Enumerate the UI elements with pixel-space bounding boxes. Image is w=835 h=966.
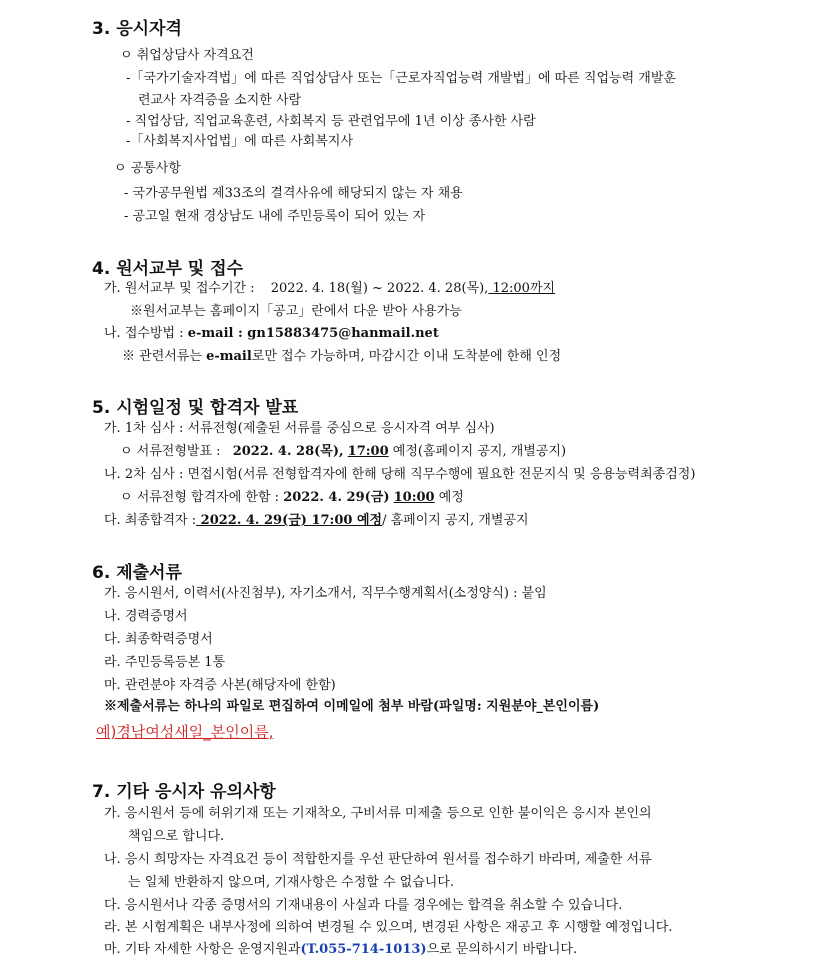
s4-method-note-a: ※ 관련서류는 — [122, 349, 202, 364]
s7-note-5-c: 으로 문의하시기 바랍니다. — [426, 942, 578, 957]
s3-common-1: - 국가공무원법 제33조의 결격사유에 해당되지 않는 자 채용 — [124, 186, 463, 201]
s5-second-review-sub — [120, 489, 464, 507]
s4-method — [104, 325, 439, 343]
s6-doc-2: 나. 경력증명서 — [104, 609, 188, 624]
s5-announce-date: 2022. 4. 28(목), — [232, 444, 344, 459]
section-7-title: 7. 기타 응시자 유의사항 — [92, 782, 276, 802]
s3-counselor-heading: ㅇ 취업상담사 자격요건 — [120, 48, 254, 63]
s5-second-review: 나. 2차 심사 : 면접시험(서류 전형합격자에 한해 당해 직무수행에 필요한 전문지식 및 응용능력최종검정) — [104, 467, 696, 482]
s4-period — [104, 280, 555, 298]
section-4-title: 4. 원서교부 및 접수 — [92, 259, 243, 279]
s4-method-email: e-mail : gn15883475@hanmail.net — [187, 326, 439, 341]
s4-period-label: 가. 원서교부 및 접수기간 : — [104, 281, 255, 296]
s5-announce-label: ㅇ 서류전형발표 : — [120, 444, 221, 459]
s7-note-2-cont: 는 일체 반환하지 않으며, 기재사항은 수정할 수 없습니다. — [128, 875, 455, 890]
s7-note-4: 라. 본 시험계획은 내부사정에 의하여 변경될 수 있으며, 변경된 사항은 재공고 후 시행할 예정입니다. — [104, 920, 673, 935]
s5-announce-time: 17:00 — [347, 444, 389, 459]
s3-item-2: - 직업상담, 직업교육훈련, 사회복지 등 관련업무에 1년 이상 종사한 사람 — [126, 114, 536, 129]
s7-note-5 — [104, 941, 577, 959]
s5-final-date: 2022. 4. 29(금) — [196, 513, 312, 528]
section-3-title: 3. 응시자격 — [92, 19, 182, 39]
s6-doc-5: 마. 관련분야 자격증 사본(해당자에 한함) — [104, 678, 336, 693]
s5-second-label: ㅇ 서류전형 합격자에 한함 : — [120, 490, 280, 505]
s6-doc-3: 다. 최종학력증명서 — [104, 632, 213, 647]
s4-method-note-b: e-mail — [206, 349, 252, 364]
s7-note-5-a: 마. 기타 자세한 사항은 운영지원과 — [104, 942, 301, 957]
s5-final-note: / 홈페이지 공지, 개별공지 — [382, 513, 529, 528]
s7-note-3: 다. 응시원서나 각종 증명서의 기재내용이 사실과 다를 경우에는 합격을 취소할 수 있습니다. — [104, 898, 623, 913]
s3-item-3: -「사회복지사업법」에 따른 사회복지사 — [126, 134, 354, 149]
s5-first-review: 가. 1차 심사 : 서류전형(제출된 서류를 중심으로 응시자격 여부 심사) — [104, 421, 495, 436]
s5-final-label: 다. 최종합격자 : — [104, 513, 197, 528]
s7-note-2: 나. 응시 희망자는 자격요건 등이 적합한지를 우선 판단하여 원서를 접수하기 바라며, 제출한 서류 — [104, 852, 652, 867]
s7-note-1: 가. 응시원서 등에 허위기재 또는 기재착오, 구비서류 미제출 등으로 인한 불이익은 응시자 본인의 — [104, 806, 652, 821]
s5-first-review-announce — [120, 443, 566, 461]
s6-doc-4: 라. 주민등록등본 1통 — [104, 655, 226, 670]
section-6-title: 6. 제출서류 — [92, 563, 182, 583]
s5-second-note: 예정 — [438, 490, 464, 505]
s3-item-1: -「국가기술자격법」에 따른 직업상담사 또는「근로자직업능력 개발법」에 따른 직업능력 개발훈 — [126, 71, 676, 86]
s3-common-2: - 공고일 현재 경상남도 내에 주민등록이 되어 있는 자 — [124, 209, 426, 224]
s4-period-time: 12:00까지 — [488, 281, 556, 296]
s6-example: 예)경남여성새일_본인이름, — [96, 723, 274, 741]
s6-note: ※제출서류는 하나의 파일로 편집하여 이메일에 첨부 바람(파일명: 지원분야_본인이름) — [104, 699, 600, 714]
s5-announce-note: 예정(홈페이지 공지, 개별공지) — [392, 444, 567, 459]
s3-common-heading: ㅇ 공통사항 — [114, 161, 181, 176]
s4-method-note-c: 로만 접수 가능하며, 마감시간 이내 도착분에 한해 인정 — [251, 349, 562, 364]
s5-final-time: 17:00 예정 — [311, 513, 383, 528]
s5-second-date: 2022. 4. 29(금) — [283, 490, 390, 505]
s4-method-label: 나. 접수방법 : — [104, 326, 184, 341]
s7-contact-phone: (T.055-714-1013) — [300, 942, 427, 957]
s5-final — [104, 512, 529, 530]
s7-note-1-cont: 책임으로 합니다. — [128, 829, 225, 844]
s6-doc-1: 가. 응시원서, 이력서(사진첨부), 자기소개서, 직무수행계획서(소정양식) : 붙임 — [104, 586, 547, 601]
s3-item-1-cont: 련교사 자격증을 소지한 사람 — [138, 93, 302, 108]
s4-method-note — [122, 348, 561, 366]
s4-period-dates: 2022. 4. 18(월) ~ 2022. 4. 28(목), — [270, 281, 489, 296]
s5-second-time: 10:00 — [393, 490, 435, 505]
s4-period-note: ※원서교부는 홈페이지「공고」란에서 다운 받아 사용가능 — [130, 304, 462, 319]
section-5-title: 5. 시험일정 및 합격자 발표 — [92, 398, 299, 418]
